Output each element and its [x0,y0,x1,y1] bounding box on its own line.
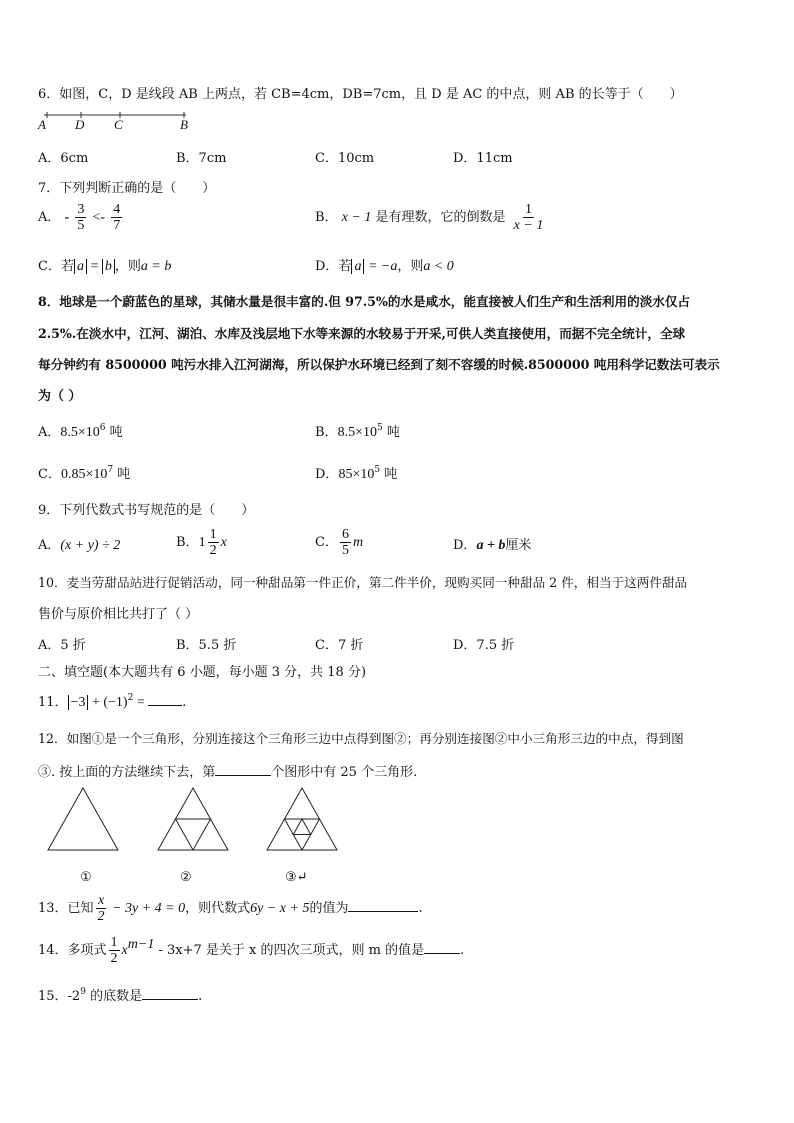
q7-c-then: ，则 [114,259,141,274]
q7-option-c [38,255,171,275]
q8-b-exp: 5 [376,423,383,433]
triangle-figure-3 [267,788,337,850]
q7-a-f1-num: 3 [77,202,85,217]
q9-b-num: 1 [209,527,217,542]
q7-a-prefix: A． [38,210,61,225]
q11-eq: = [133,695,149,710]
q10-option-d: D．7.5 折 [453,638,515,653]
q6-option-b: B．7cm [176,151,227,166]
q8-d-exp: 5 [374,465,381,475]
q12-line-2b: 个图形中有 25 个三角形. [271,765,418,780]
q13-fraction [96,893,107,924]
q9-b-var: x [220,535,227,550]
q11-pow-exp: 2 [127,693,134,703]
q12-triangle-figures [40,785,350,855]
q13-end-text: 的值为 [309,901,349,916]
q8-d-prefix: D． [315,467,339,482]
q11-end: . [182,695,187,710]
q6-stem: 6．如图，C，D 是线段 AB 上两点，若 CB=4cm，DB=7cm，且 D 是 AC 的中点，则 AB 的长等于（ ） [38,87,683,102]
triangle-figure-2 [158,788,228,850]
q14 [38,935,464,966]
figure-2-label: ② [180,870,192,885]
q7-c-result: a = b [140,259,172,274]
q11-prefix: 11． [38,695,68,710]
q14-den: 2 [110,951,118,966]
figure-3-label: ③↵ [285,870,308,885]
q9-a-expr: (x + y) ÷ 2 [60,538,121,553]
q8-d-unit: 吨 [380,467,398,482]
q10-line-2: 售价与原价相比共打了（ ） [38,607,199,622]
q9-option-d [453,534,531,554]
q7-a-fraction-1 [75,202,86,233]
q14-x: x [121,943,128,958]
q7-a-f1-den: 5 [77,218,85,233]
q9-a-prefix: A． [38,538,61,553]
q6-option-a: A．6cm [38,151,89,166]
q9-d-expr: a + b [476,538,506,553]
q7-d-abs-a: a [351,259,364,274]
q10-option-c: C．7 折 [315,638,364,653]
q9-c-den: 5 [341,543,349,558]
q8-a-base: 8.5×10 [60,425,100,440]
q8-c-base: 0.85×10 [60,467,108,482]
q7-b-prefix: B． [315,210,338,225]
q7-stem: 7．下列判断正确的是（ ） [38,181,216,196]
q8-line-4: 为（ ） [38,389,82,404]
q7-c-abs-a: a [74,259,87,274]
q7-d-result: a < 0 [423,259,454,274]
q12-line-2 [38,761,417,780]
q13-prefix: 13．已知 [38,901,94,916]
q15-prefix: 15．-2 [38,989,81,1004]
q8-line-1: 8．地球是一个蔚蓝色的星球，其储水量是很丰富的.但 97.5%的水是咸水，能直接被人们生产和生活利用的淡水仅占 [38,294,691,309]
q10-option-a: A．5 折 [38,638,86,653]
q13-expr: − 3y + 4 = 0 [108,901,186,916]
q12-line-1: 12．如图①是一个三角形，分别连接这个三角形三边中点得到图②；再分别连接图②中小三角形三边的中点，得到图 [38,731,684,746]
q8-a-exp: 6 [99,423,106,433]
q8-option-d [315,463,397,483]
q9-b-prefix: B． [176,535,199,550]
q7-b-text: 是有理数，它的倒数是 [375,210,506,225]
q15-dot: . [198,989,203,1004]
q10-option-b: B．5.5 折 [176,638,237,653]
q13 [38,893,423,924]
q13-answer-blank[interactable] [348,899,418,912]
q11 [38,691,186,711]
q12-answer-blank[interactable] [215,763,271,776]
q11-pow-base: (−1) [103,695,128,710]
q9-c-fraction [340,527,351,558]
figure-1-label: ① [80,870,92,885]
q13-dot: . [418,901,423,916]
q8-b-base: 8.5×10 [337,425,377,440]
q14-rest: - 3x+7 是关于 x 的四次三项式，则 m 的值是 [154,943,425,958]
q14-fraction [109,935,120,966]
q8-line-2: 2.5%.在淡水中，江河、湖泊、水库及浅层地下水等来源的水较易于开采,可供人类直接使用，而据不完全统计，全球 [38,326,686,341]
q8-option-c [38,463,130,483]
q11-abs: −3 [68,695,89,710]
q9-d-unit: 厘米 [505,538,532,553]
q15-answer-blank[interactable] [142,987,198,1000]
point-b-label: B [180,117,188,132]
q7-c-prefix: C．若 [38,259,74,274]
q7-a-minus: - [64,210,70,225]
q13-den: 2 [97,909,105,924]
point-c-label: C [114,117,123,132]
q9-option-c [315,527,363,558]
q9-b-fraction [208,527,219,558]
q6-option-d: D．11cm [453,151,513,166]
triangle-figure-1 [48,788,118,850]
section-fill-in-heading: 二、填空题(本大题共有 6 小题，每小题 3 分，共 18 分) [38,665,367,680]
q7-d-then: ，则 [397,259,424,274]
q7-option-a [38,202,124,233]
q7-b-f-num: 1 [525,202,532,217]
q8-c-prefix: C． [38,467,61,482]
q14-exp: m−1 [127,937,155,952]
q8-a-prefix: A． [38,425,61,440]
q8-b-unit: 吨 [382,425,400,440]
q9-c-prefix: C． [315,535,338,550]
q7-b-fraction [512,202,546,233]
q7-d-prefix: D．若 [315,259,352,274]
q7-b-f-den: x − 1 [513,218,544,233]
q14-prefix: 14．多项式 [38,943,107,958]
q13-mid: ，则代数式 [185,901,251,916]
q7-d-eq: = −a [364,259,398,274]
q7-a-f2-num: 4 [113,202,121,217]
q9-stem: 9．下列代数式书写规范的是（ ） [38,503,255,518]
q7-a-f2-den: 7 [113,218,121,233]
q7-option-b [315,202,547,233]
q15 [38,985,202,1004]
q7-b-expr: x − 1 [341,210,372,225]
point-d-label: D [75,117,85,132]
q15-text: 的底数是 [85,989,143,1004]
q9-option-a [38,534,120,554]
q9-d-prefix: D． [453,538,477,553]
q7-option-d [315,255,454,275]
q14-num: 1 [110,935,118,950]
q13-expr2: 6y − x + 5 [250,901,310,916]
q8-line-3: 每分钟约有 8500000 吨污水排入江河湖海，所以保护水环境已经到了刻不容缓的时候.8500000 吨用科学记数法可表示 [38,357,720,372]
q6-option-c: C．10cm [315,151,375,166]
q7-a-fraction-2 [111,202,122,233]
q7-c-eq: = [86,259,102,274]
q9-c-num: 6 [341,527,349,542]
q15-exp: 9 [80,987,86,997]
point-a-label: A [38,117,46,132]
q11-plus: + [88,695,104,710]
q9-b-den: 2 [209,543,217,558]
q10-line-1: 10．麦当劳甜品站进行促销活动，同一种甜品第一件正价，第二件半价，现购买同一种甜品 2 件，相当于这两件甜品 [38,575,688,590]
q8-c-exp: 7 [107,465,114,475]
q8-option-a [38,421,123,441]
q11-answer-blank[interactable] [148,693,182,706]
q9-b-whole: 1 [198,535,206,550]
q7-a-less: <- [92,210,106,225]
q8-b-prefix: B． [315,425,338,440]
q8-c-unit: 吨 [113,467,131,482]
q8-option-b [315,421,400,441]
q9-option-b [176,527,227,558]
q8-d-base: 85×10 [338,467,375,482]
q7-c-abs-b: b [102,259,115,274]
q14-dot: . [460,943,465,958]
q14-answer-blank[interactable] [424,941,460,954]
q13-num: x [97,893,105,908]
q8-a-unit: 吨 [105,425,123,440]
q12-line-2a: ③. 按上面的方法继续下去，第 [38,765,216,780]
q9-c-var: m [352,535,364,550]
